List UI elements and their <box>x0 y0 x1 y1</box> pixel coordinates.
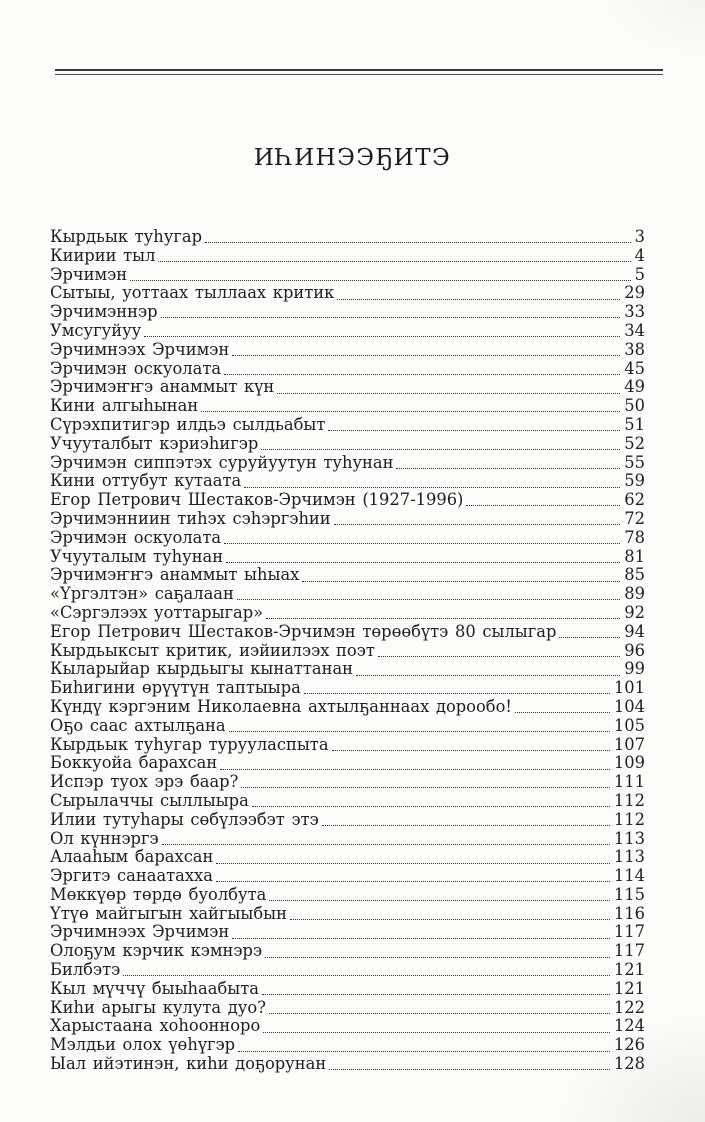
dot-leader <box>232 355 620 356</box>
toc-entry-page: 117 <box>613 922 645 942</box>
toc-entry-page: 113 <box>613 847 645 867</box>
toc-entry-title: Боккуойа барахсан <box>50 753 218 773</box>
dot-leader <box>269 900 610 901</box>
dot-leader <box>158 261 630 262</box>
toc-entry-page: 113 <box>613 828 645 848</box>
toc-entry-page: 59 <box>624 471 645 491</box>
toc-entry-page: 78 <box>624 527 645 547</box>
toc-entry-title: Харыстаана хоһоонноро <box>50 1016 261 1036</box>
toc-entry <box>50 942 645 961</box>
toc-entry <box>50 811 645 830</box>
toc-entry-title: Билбэтэ <box>50 960 121 980</box>
toc-entry-page: 38 <box>624 339 645 359</box>
toc-entry <box>50 642 645 661</box>
toc-entry-title: Сүрэхпитигэр илдьэ сылдьабыт <box>50 414 326 434</box>
dot-leader <box>396 468 620 469</box>
dot-leader <box>266 618 620 619</box>
toc-entry-title: Эрчимэн оскуолата <box>50 527 222 547</box>
toc-entry-page: 3 <box>634 227 645 246</box>
toc-entry-title: Эрчимнээх Эрчимэн <box>50 922 230 942</box>
dot-leader <box>216 881 610 882</box>
dot-leader <box>322 825 610 826</box>
toc-entry-page: 107 <box>613 734 645 754</box>
dot-leader <box>205 242 631 243</box>
toc-entry-page: 116 <box>613 903 645 923</box>
toc-entry <box>50 454 645 473</box>
toc-entry-title: Киһи арыгы кулута дуо? <box>50 997 266 1017</box>
toc-entry-title: Кырдьык туһугар турууласпыта <box>50 734 329 754</box>
toc-entry-page: 101 <box>613 678 645 698</box>
dot-leader <box>224 374 620 375</box>
page-title: ИҺИНЭЭҔИТЭ <box>253 145 452 171</box>
toc-entry-title: Алааһым барахсан <box>50 847 214 867</box>
toc-entry <box>50 792 645 811</box>
toc-entry-page: 96 <box>624 640 645 660</box>
toc-entry-title: Эрчимнээх Эрчимэн <box>50 339 230 359</box>
toc-entry-page: 104 <box>613 696 645 716</box>
toc-entry <box>50 623 645 642</box>
toc-entry-title: Киирии тыл <box>50 245 156 265</box>
dot-leader <box>162 844 610 845</box>
toc-entry-title: Кырдьыксыт критик, иэйиилээх поэт <box>50 640 375 660</box>
dot-leader <box>466 505 620 506</box>
toc-entry-page: 122 <box>613 997 645 1017</box>
toc-entry-title: Эрчимэҥҥэ анаммыт күн <box>50 377 275 397</box>
toc-entry <box>50 378 645 397</box>
toc-entry-page: 52 <box>624 433 645 453</box>
toc-entry-page: 112 <box>613 790 645 810</box>
toc-entry-page: 117 <box>613 941 645 961</box>
toc-entry-title: Эрчимэн сиппэтэх суруйуутун туһунан <box>50 452 394 472</box>
toc-entry-page: 34 <box>624 320 645 340</box>
toc-entry <box>50 284 645 303</box>
toc-entry <box>50 360 645 379</box>
dot-leader <box>262 994 610 995</box>
toc-entry-page: 72 <box>624 508 645 528</box>
toc-entry-title: Эрчимэнниин тиһэх сэһэргэһии <box>50 508 331 528</box>
toc-entry-title: Егор Петрович Шестаков-Эрчимэн (1927-1996) <box>50 490 464 510</box>
toc-entry <box>50 867 645 886</box>
toc-entry <box>50 266 645 285</box>
toc-entry-title: Испэр туох эрэ баар? <box>50 772 239 792</box>
dot-leader <box>304 693 610 694</box>
toc-entry-page: 92 <box>624 602 645 622</box>
toc-entry-title: Мөккүөр төрдө буолбута <box>50 884 267 904</box>
toc-entry-page: 111 <box>613 772 645 792</box>
toc-entry <box>50 435 645 454</box>
toc-entry-page: 29 <box>624 283 645 303</box>
toc-entry-title: Эргитэ санаатахха <box>50 866 213 886</box>
dot-leader <box>237 599 620 600</box>
dot-leader <box>378 656 620 657</box>
toc-entry-title: «Сэргэлээх уоттарыгар» <box>50 602 264 622</box>
toc-entry <box>50 717 645 736</box>
toc-entry-page: 4 <box>634 245 645 265</box>
toc-entry <box>50 999 645 1018</box>
toc-entry <box>50 529 645 548</box>
dot-leader <box>130 280 631 281</box>
toc-entry-page: 114 <box>613 866 645 886</box>
toc-entry-title: Кыларыйар кырдьыгы кынаттанан <box>50 659 354 679</box>
toc-entry-title: Умсугуйуу <box>50 320 142 340</box>
toc-entry-title: Биһигини өрүүтүн таптыыра <box>50 678 301 698</box>
toc-entry <box>50 472 645 491</box>
dot-leader <box>328 430 620 431</box>
toc-entry <box>50 247 645 266</box>
toc-entry <box>50 1036 645 1055</box>
toc-entry-page: 112 <box>613 809 645 829</box>
dot-leader <box>329 1069 610 1070</box>
toc-entry-title: «Үргэлтэн» саҕалаан <box>50 584 234 604</box>
toc-entry-title: Эрчимэннэр <box>50 302 158 322</box>
dot-leader <box>144 336 620 337</box>
dot-leader <box>241 787 610 788</box>
dot-leader <box>559 637 620 638</box>
toc-entry-page: 45 <box>624 358 645 378</box>
dot-leader <box>232 938 610 939</box>
toc-entry <box>50 397 645 416</box>
toc-entry-title: Кини алгыһынан <box>50 396 199 416</box>
toc-entry-title: Илии тутуһары сөбүлээбэт этэ <box>50 809 319 829</box>
toc-entry-page: 128 <box>613 1054 645 1074</box>
toc-entry-title: Оҕо саас ахтылҕана <box>50 715 226 735</box>
toc-entry <box>50 754 645 773</box>
toc-entry-page: 121 <box>613 960 645 980</box>
toc-entry-page: 51 <box>624 414 645 434</box>
toc-entry <box>50 341 645 360</box>
dot-leader <box>216 863 610 864</box>
toc-entry-title: Ол күннэргэ <box>50 828 159 848</box>
toc-entry-page: 109 <box>613 753 645 773</box>
toc-entry <box>50 736 645 755</box>
toc-entry <box>50 679 645 698</box>
toc-entry-page: 105 <box>613 715 645 735</box>
toc-entry-page: 5 <box>634 264 645 284</box>
toc-entry-title: Эрчимэн <box>50 264 128 284</box>
dot-leader <box>337 299 620 300</box>
dot-leader <box>290 919 610 920</box>
dot-leader <box>252 806 610 807</box>
toc-entry <box>50 604 645 623</box>
toc-entry <box>50 660 645 679</box>
toc-entry-page: 49 <box>624 377 645 397</box>
toc-entry-title: Учууталым туһунан <box>50 546 224 566</box>
toc-entry-title: Олоҕум кэрчик кэмнэрэ <box>50 941 263 961</box>
toc-entry-title: Сырылаччы сыллыыра <box>50 790 249 810</box>
toc-entry-title: Кини оттубут кутаата <box>50 471 242 491</box>
dot-leader <box>238 1051 610 1052</box>
toc-list <box>50 228 645 1074</box>
toc-entry <box>50 548 645 567</box>
toc-entry <box>50 510 645 529</box>
toc-entry-title: Күндү кэргэним Николаевна ахтылҕаннаах дорообо! <box>50 696 512 716</box>
dot-leader <box>269 1013 610 1014</box>
toc-entry-title: Эрчимэн оскуолата <box>50 358 222 378</box>
toc-entry-title: Учууталбыт кэриэһигэр <box>50 433 259 453</box>
toc-entry-page: 33 <box>624 302 645 322</box>
dot-leader <box>263 1032 610 1033</box>
toc-entry <box>50 1055 645 1074</box>
double-rule <box>55 69 663 75</box>
toc-entry <box>50 416 645 435</box>
toc-entry-page: 89 <box>624 584 645 604</box>
dot-leader <box>334 524 621 525</box>
dot-leader <box>161 317 621 318</box>
toc-entry-page: 85 <box>624 565 645 585</box>
toc-entry <box>50 303 645 322</box>
toc-entry-title: Егор Петрович Шестаков-Эрчимэн төрөөбүтэ 80 сылыгар <box>50 621 557 641</box>
toc-entry <box>50 923 645 942</box>
toc-entry-page: 121 <box>613 978 645 998</box>
dot-leader <box>244 487 620 488</box>
toc-entry <box>50 830 645 849</box>
toc-entry-page: 115 <box>613 884 645 904</box>
toc-entry-page: 126 <box>613 1035 645 1055</box>
toc-entry <box>50 228 645 247</box>
toc-entry <box>50 961 645 980</box>
dot-leader <box>220 769 610 770</box>
toc-entry <box>50 585 645 604</box>
dot-leader <box>224 543 620 544</box>
dot-leader <box>515 712 610 713</box>
toc-entry-page: 50 <box>624 396 645 416</box>
dot-leader <box>302 581 620 582</box>
toc-entry <box>50 773 645 792</box>
dot-leader <box>123 975 610 976</box>
toc-entry-page: 81 <box>624 546 645 566</box>
toc-entry-page: 55 <box>624 452 645 472</box>
toc-entry <box>50 566 645 585</box>
toc-entry-title: Үтүө майгыгын хайгыыбын <box>50 903 287 923</box>
toc-entry-title: Эрчимэҥҥэ анаммыт ыһыах <box>50 565 300 585</box>
toc-entry-title: Ыал ийэтинэн, киһи доҕорунан <box>50 1054 327 1074</box>
toc-entry <box>50 491 645 510</box>
toc-entry-title: Кыл мүччү быыһаабыта <box>50 978 259 998</box>
dot-leader <box>356 675 620 676</box>
toc-entry <box>50 322 645 341</box>
toc-entry-page: 94 <box>624 621 645 641</box>
dot-leader <box>265 957 610 958</box>
dot-leader <box>332 750 610 751</box>
dot-leader <box>277 393 620 394</box>
toc-entry <box>50 980 645 999</box>
toc-entry-title: Мэлдьи олох үөһүгэр <box>50 1035 236 1055</box>
toc-entry <box>50 698 645 717</box>
dot-leader <box>229 731 610 732</box>
toc-entry-page: 124 <box>613 1016 645 1036</box>
toc-entry <box>50 905 645 924</box>
dot-leader <box>201 411 620 412</box>
toc-entry-title: Кырдьык туһугар <box>50 227 202 246</box>
toc-entry-page: 62 <box>624 490 645 510</box>
toc-entry <box>50 886 645 905</box>
toc-entry-title: Сытыы, уоттаах тыллаах критик <box>50 283 335 303</box>
toc-entry <box>50 1017 645 1036</box>
dot-leader <box>226 562 620 563</box>
toc-entry <box>50 848 645 867</box>
toc-entry-page: 99 <box>624 659 645 679</box>
dot-leader <box>261 449 620 450</box>
